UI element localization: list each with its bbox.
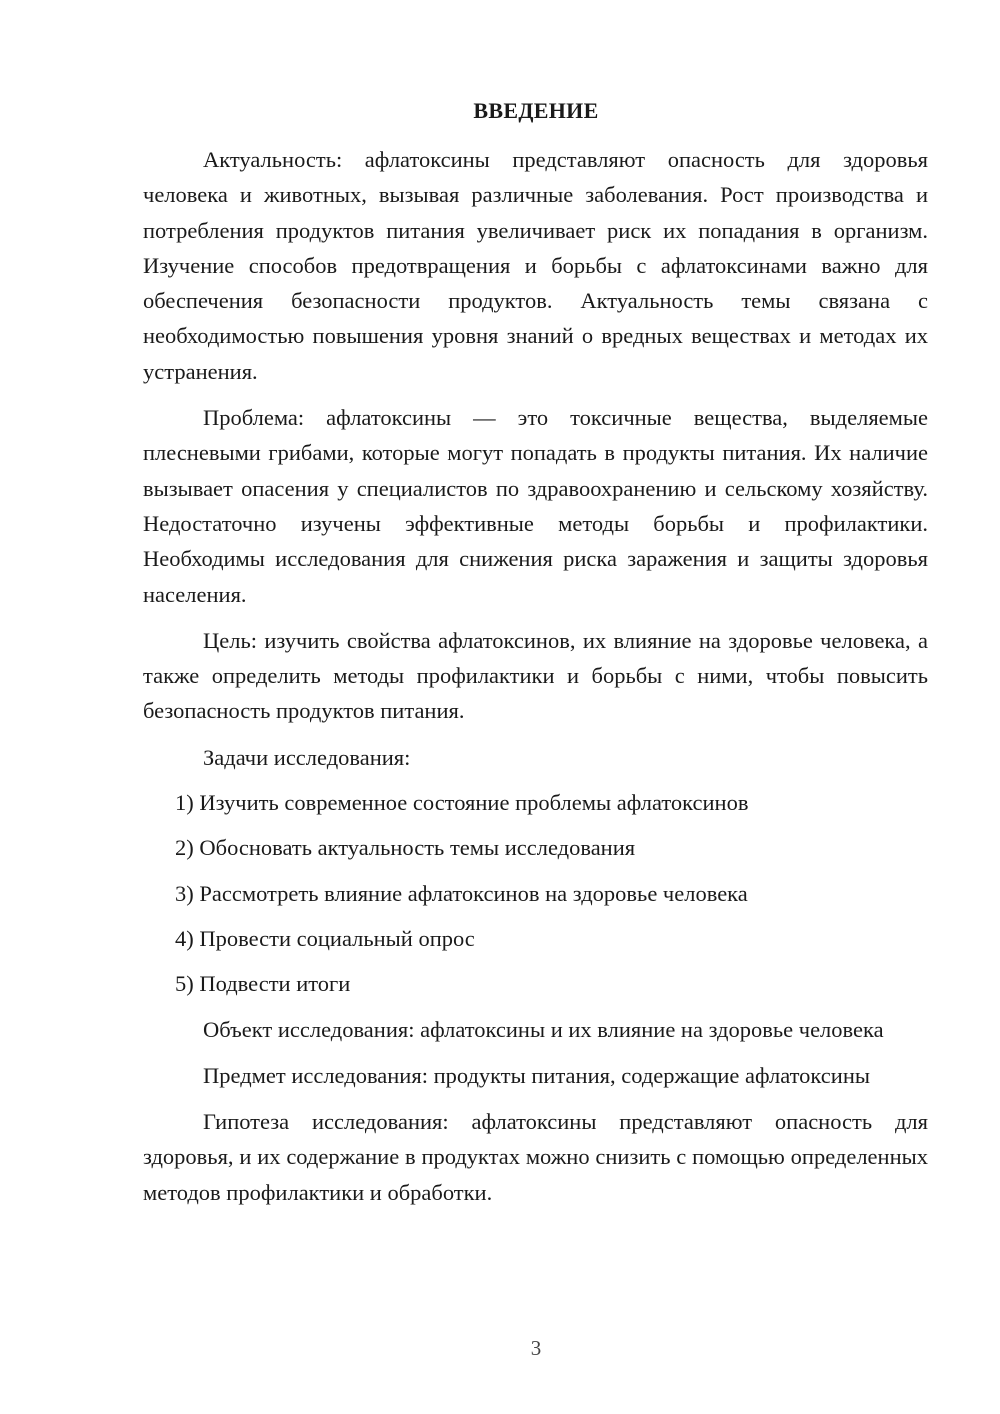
tasks-list [143,785,928,1001]
tasks-heading: Задачи исследования: [203,744,411,770]
task-item: 3) Рассмотреть влияние афлатоксинов на здоровье человека [175,880,748,906]
paragraph-problem: Проблема: афлатоксины — это токсичные вещества, выделяемые плесневыми грибами, которые могут попадать в продукты питания. Их наличие вызывает опасения у специалистов по здравоохранению и сельскому хозяйству. Недостаточно изучены эффективные методы борьбы и профилактики. Необходимы исследования для снижения риска заражения и защиты здоровья населения. [143,405,928,607]
task-item: 4) Провести социальный опрос [175,925,475,951]
paragraph-subject: Предмет исследования: продукты питания, содержащие афлатоксины [203,1062,870,1088]
paragraph-hypothesis: Гипотеза исследования: афлатоксины представляют опасность для здоровья, и их содержание в продуктах можно снизить с помощью определенных методов профилактики и обработки. [143,1109,928,1205]
task-item: 1) Изучить современное состояние проблемы афлатоксинов [175,790,749,816]
paragraph-relevance: Актуальность: афлатоксины представляют опасность для здоровья человека и животных, вызывая различные заболевания. Рост производства и потребления продуктов питания увеличивает риск их попадания в организм. Изучение способов предотвращения и борьбы с афлатоксинами важно для обеспечения безопасности продуктов. Актуальность темы связана с необходимостью повышения уровня знаний о вредных веществах и методах их устранения. [143,147,928,384]
task-item: 5) Подвести итоги [175,971,351,997]
section-title: ВВЕДЕНИЕ [473,98,599,123]
paragraph-object: Объект исследования: афлатоксины и их влияние на здоровье человека [203,1016,884,1042]
page-number: 3 [530,1336,542,1360]
page-body [143,142,928,1221]
task-item: 2) Обосновать актуальность темы исследования [175,835,636,861]
paragraph-goal: Цель: изучить свойства афлатоксинов, их влияние на здоровье человека, а также определить методы профилактики и борьбы с ними, чтобы повысить безопасность продуктов питания. [143,627,928,724]
